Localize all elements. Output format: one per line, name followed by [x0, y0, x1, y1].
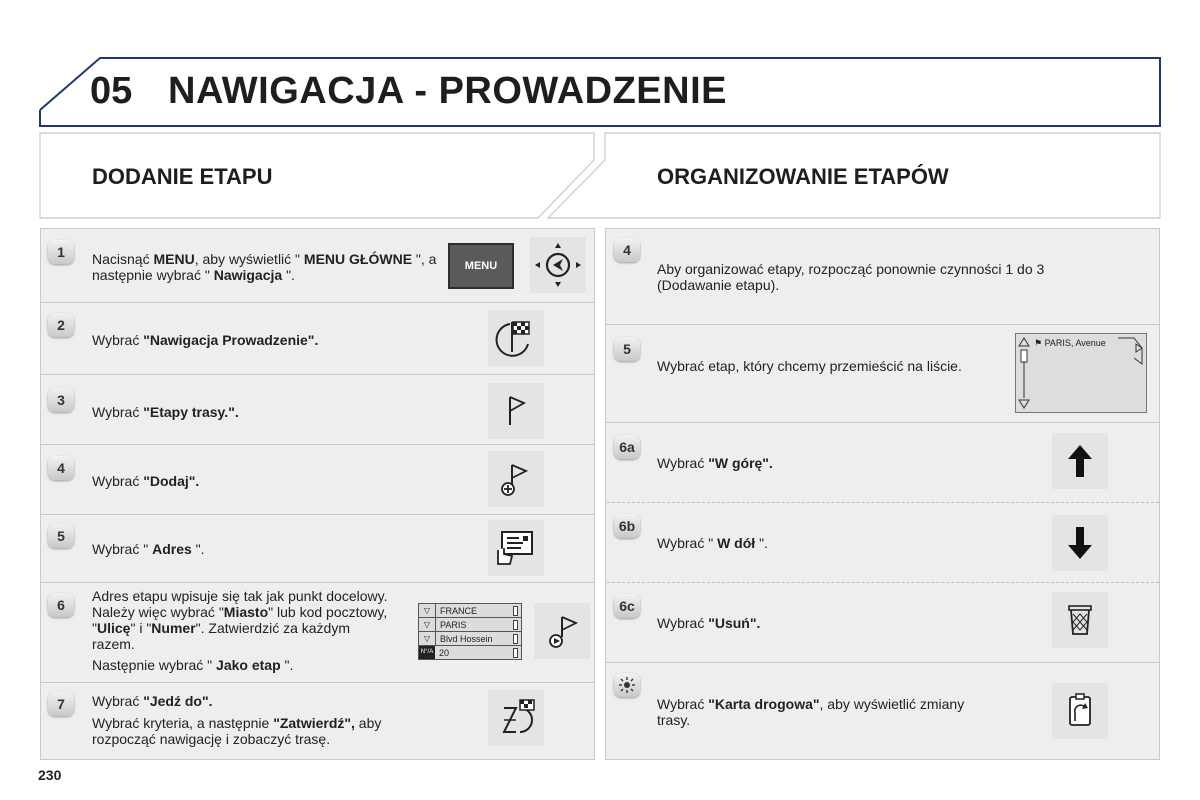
set-as-waypoint-icon [534, 603, 590, 659]
step-text: Aby organizować etapy, rozpocząć ponownie czynności 1 do 3 (Dodawanie etapu). [657, 261, 1045, 293]
step-text: Wybrać "Dodaj". [92, 473, 200, 489]
list-item[interactable]: ⚑ PARIS, Avenue [1034, 338, 1106, 348]
step-text: Wybrać "W górę". [657, 455, 773, 471]
divider [606, 422, 1159, 423]
arrow-up-icon [1052, 433, 1108, 489]
dashed-divider [607, 582, 1159, 583]
step-text: Wybrać " Adres ". [92, 541, 205, 557]
list-scrollbar[interactable] [1018, 336, 1030, 410]
step-badge: 2 [48, 313, 74, 337]
step-badge: 6 [48, 593, 74, 617]
trash-icon [1052, 592, 1108, 648]
step-badge: 4 [614, 238, 640, 262]
address-card-icon [488, 520, 544, 576]
step-badge: 4 [48, 456, 74, 480]
list-item[interactable]: N°/A 20 [418, 645, 522, 660]
step-text: Nacisnąć MENU, aby wyświetlić " MENU GŁÓWNE ", a następnie wybrać " Nawigacja ". [92, 251, 437, 283]
divider [606, 662, 1159, 663]
step-text-next: Następnie wybrać " Jako etap ". [92, 657, 294, 673]
add-waypoint-icon [488, 451, 544, 507]
step-text: Wybrać etap, który chcemy przemieścić na liście. [657, 358, 962, 374]
step-text: Wybrać "Nawigacja Prowadzenie". [92, 332, 319, 348]
step-badge: 5 [48, 524, 74, 548]
step-badge: 7 [48, 692, 74, 716]
list-item[interactable]: ▽ Blvd Hossein [418, 631, 522, 645]
go-to-icon [488, 690, 544, 746]
header-frame [0, 0, 1200, 230]
divider [606, 324, 1159, 325]
chapter-title: NAWIGACJA - PROWADZENIE [168, 70, 727, 112]
section-title-left: DODANIE ETAPU [92, 164, 273, 189]
route-stage-list [1015, 333, 1147, 413]
step-text: Wybrać "Karta drogowa", aby wyświetlić zmiany trasy. [657, 696, 965, 728]
step-text: Wybrać "Usuń". [657, 615, 761, 631]
step-text: Wybrać "Etapy trasy.". [92, 404, 239, 420]
flag-icon: ⚑ [1034, 338, 1043, 348]
step-text: Wybrać "Jedź do". [92, 693, 213, 709]
menu-button[interactable]: MENU [448, 243, 514, 289]
dashed-divider [607, 502, 1159, 503]
step-badge: 6a [614, 435, 640, 459]
divider [41, 374, 594, 375]
step-badge: 5 [614, 337, 640, 361]
divider [41, 682, 594, 683]
list-item[interactable]: ▽ FRANCE [418, 603, 522, 617]
step-badge: 1 [48, 240, 74, 264]
chapter-number: 05 [90, 70, 133, 112]
route-sheet-icon [1052, 683, 1108, 739]
divider [41, 302, 594, 303]
step-text: Adres etapu wpisuje się tak jak punkt docelowy. Należy więc wybrać "Miasto" lub kod pocztowy, "Ulicę" i "Numer". Zatwierdzić za każdym razem. [92, 588, 388, 652]
section-title-right: ORGANIZOWANIE ETAPÓW [657, 164, 949, 189]
dial-controller-icon [530, 237, 586, 293]
step-badge: 6b [614, 514, 640, 538]
list-item[interactable]: ▽ PARIS [418, 617, 522, 631]
address-entry-list [418, 603, 522, 660]
step-badge: 6c [614, 594, 640, 618]
flag-icon [488, 383, 544, 439]
step-badge [614, 673, 640, 697]
sun-icon [619, 677, 635, 693]
divider [41, 514, 594, 515]
divider [41, 582, 594, 583]
arrow-down-icon [1052, 515, 1108, 571]
list-arrow-tab [1116, 336, 1146, 366]
step-badge: 3 [48, 388, 74, 412]
step-text-next: Wybrać kryteria, a następnie "Zatwierdź", aby rozpocząć nawigację i zobaczyć trasę. [92, 715, 382, 747]
divider [41, 444, 594, 445]
navigation-guidance-icon [488, 310, 544, 366]
step-text: Wybrać " W dół ". [657, 535, 768, 551]
right-steps-panel [605, 228, 1160, 760]
page-number: 230 [38, 767, 62, 783]
